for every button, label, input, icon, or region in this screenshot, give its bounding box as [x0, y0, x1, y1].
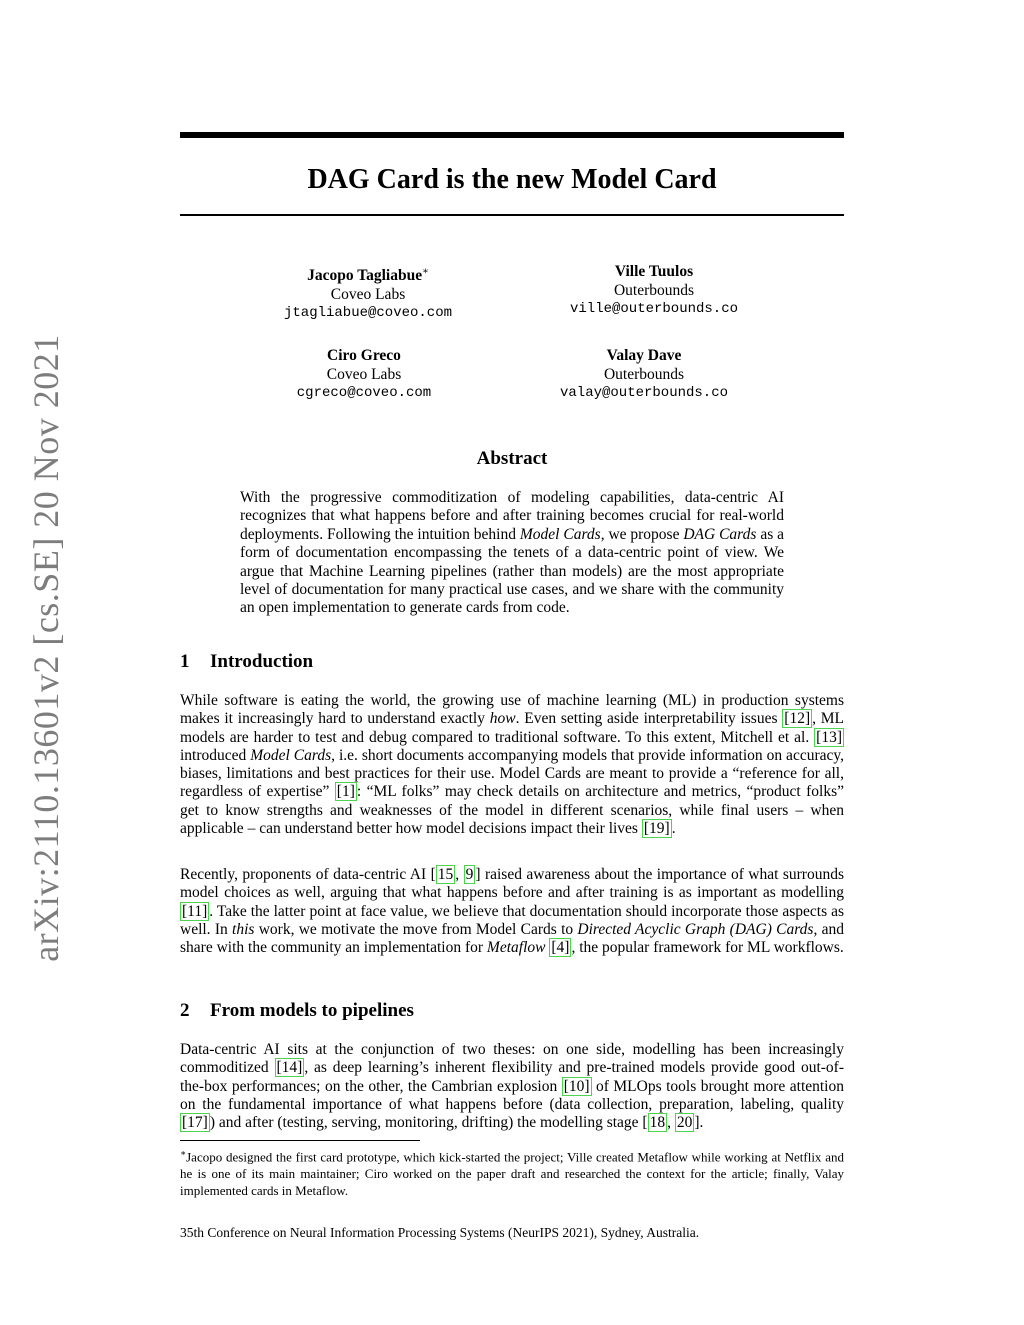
author-block	[238, 262, 498, 323]
section2-paragraph-1: Data-centric AI sits at the conjunction of two theses: on one side, modelling has been increasingly commoditized [14] , as deep learning’s inherent flexibility and pre-trained models provide good out-of-the-box performances; on the other, the Cambrian explosion [10] of MLOps tools brought more attention on the fundamental importance of what happens before (data collection, preparation, labeling, quality [17] ) and after (testing, serving, monitoring, drifting) the modelling stage [ 18 , 20 ].	[180, 1041, 844, 1132]
abstract-heading: Abstract	[476, 448, 548, 469]
author-email: ville@outerbounds.co	[569, 301, 739, 317]
citation-link[interactable]: 20	[676, 1114, 693, 1132]
author-affiliation: Coveo Labs	[330, 286, 406, 304]
citation-link[interactable]: 15	[437, 866, 454, 883]
citation-link[interactable]: [19]	[643, 820, 670, 838]
footnote-rule	[180, 1140, 420, 1141]
citation-link[interactable]: [12]	[784, 710, 811, 728]
author-affiliation: Coveo Labs	[326, 366, 402, 383]
footnote-text: Jacopo designed the first card prototype, which kick-started the project; Ville created Metaflow while working at Netflix and he is one of its main maintainer; Ciro worked on the paper draft and researched the context for the article; finally, Valay implemented cards in Metaflow.	[180, 1149, 844, 1199]
author-block	[524, 262, 784, 319]
section-number: 2	[180, 1000, 190, 1021]
title-top-rule	[180, 132, 844, 138]
citation-link[interactable]: [4]	[551, 939, 570, 957]
citation-link[interactable]: 9	[465, 866, 474, 883]
section-title: Introduction	[210, 651, 314, 672]
abstract-text: With the progressive commoditization of modeling capabilities, data-centric AI recognizes that what happens before and after training becomes crucial for real-world deployments. Following the intuition behind Model Cards, we propose DAG Cards as a form of documentation encompassing the tenets of a data-centric point of view. We argue that Machine Learning pipelines (rather than models) are the most appropriate level of documentation for many practical use cases, and we share with the community an open implementation to generate cards from code.	[240, 489, 784, 617]
author-footnote-mark: ∗	[422, 266, 429, 277]
author-block	[234, 346, 494, 403]
author-name: Valay Dave	[606, 347, 682, 364]
author-block	[514, 346, 774, 403]
section-title: From models to pipelines	[210, 1000, 414, 1021]
section-heading-models-to-pipelines	[180, 999, 414, 1023]
citation-link[interactable]: [14]	[276, 1059, 303, 1077]
author-email: cgreco@coveo.com	[296, 385, 432, 401]
footnote	[180, 1145, 844, 1199]
footnote-mark: ∗	[180, 1148, 187, 1158]
author-email: valay@outerbounds.co	[559, 385, 729, 401]
citation-link[interactable]: [17]	[182, 1114, 208, 1132]
citation-link[interactable]: 18	[649, 1114, 666, 1132]
author-name: Jacopo Tagliabue	[307, 267, 423, 285]
section-number: 1	[180, 651, 190, 672]
citation-link[interactable]: [10]	[563, 1077, 590, 1095]
intro-paragraph-2: Recently, proponents of data-centric AI [ 15 , 9 ] raised awareness about the importance of what surrounds model choices as well, arguing that what happens before and after training is as important as modelling [11] . Take the latter point at face value, we believe that documentation should incorporate those aspects as well. In this work, we motivate the move from Model Cards to Directed Acyclic Graph (DAG) Cards, and share with the community an implementation for Metaflow [4] , the popular framework for ML workflows.	[180, 866, 844, 957]
citation-link[interactable]: [13]	[816, 728, 842, 746]
author-email: jtagliabue@coveo.com	[283, 305, 453, 322]
paper-title: DAG Card is the new Model Card	[307, 164, 717, 195]
author-affiliation: Outerbounds	[613, 282, 695, 299]
intro-paragraph-1: While software is eating the world, the growing use of machine learning (ML) in production systems makes it increasingly hard to understand exactly how. Even setting aside interpretability issues [12] , ML models are harder to test and debug compared to traditional software. To this extent, Mitchell et al. [13] introduced Model Cards, i.e. short documents accompanying models that provide information on accuracy, biases, limitations and best practices for their use. Model Cards are meant to provide a “reference for all, regardless of expertise” [1] : “ML folks” may check details on architecture and metrics, “product folks” get to know strengths and weaknesses of the model in different scenarios, while final users – when applicable – can understand better how model decisions impact their lives [19] .	[180, 692, 845, 838]
author-name: Ville Tuulos	[614, 263, 694, 280]
arxiv-margin	[0, 0, 90, 1325]
citation-link[interactable]: [11]	[182, 902, 208, 920]
title-bottom-rule	[180, 214, 844, 216]
citation-link[interactable]: [1]	[336, 783, 355, 801]
arxiv-stamp: arXiv:2110.13601v2 [cs.SE] 20 Nov 2021	[26, 334, 66, 962]
conference-note: 35th Conference on Neural Information Processing Systems (NeurIPS 2021), Sydney, Australia.	[180, 1225, 700, 1240]
section-heading-introduction	[180, 650, 313, 674]
author-name: Ciro Greco	[327, 347, 401, 364]
author-affiliation: Outerbounds	[603, 366, 685, 383]
